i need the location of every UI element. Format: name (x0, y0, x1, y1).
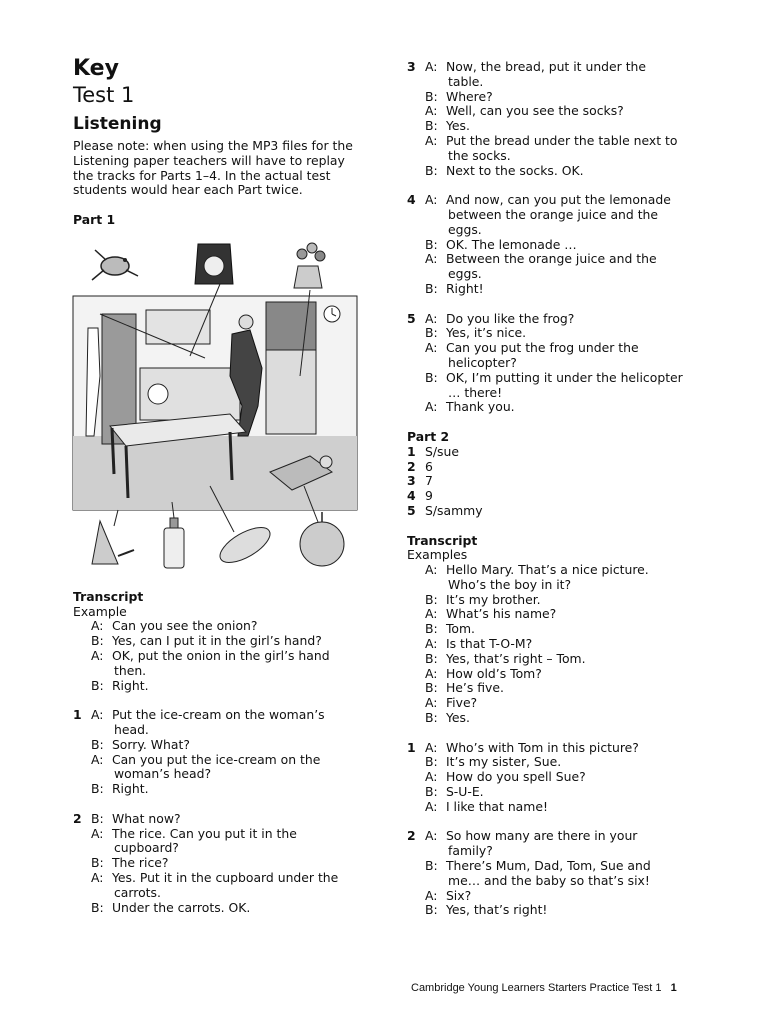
part1-example-label: Example (73, 603, 127, 619)
answer-number: 4 (407, 488, 416, 504)
bread-icon (215, 520, 275, 569)
line-continuation: head. (114, 721, 149, 737)
dialogue-item (407, 60, 707, 178)
line-text: Hello Mary. That’s a nice picture. (442, 562, 649, 578)
spacer (73, 797, 373, 812)
item-number: 2 (407, 828, 416, 844)
dialogue-line (407, 164, 707, 179)
line-text: Can you put the frog under the (442, 340, 639, 356)
dialogue-line (407, 252, 707, 267)
item-number: 4 (407, 192, 416, 208)
speaker-label: B: (425, 162, 438, 178)
line-text: How do you spell Sue? (442, 769, 586, 785)
speaker-label: B: (91, 855, 104, 871)
speaker-label: B: (425, 591, 438, 607)
dialogue-line (73, 812, 373, 827)
speaker-label: A: (91, 869, 104, 885)
line-text: Five? (442, 695, 478, 711)
speaker-label: B: (425, 236, 438, 252)
dialogue-line (407, 593, 707, 608)
speaker-label: B: (425, 784, 438, 800)
part1-transcript-title: Transcript (73, 588, 144, 604)
speaker-label: A: (425, 399, 438, 415)
speaker-label: A: (425, 251, 438, 267)
line-text: How old’s Tom? (442, 665, 542, 681)
dialogue-line (407, 282, 707, 297)
kitchen-scene (73, 284, 357, 510)
dialogue-line (73, 871, 373, 886)
dialogue-line (73, 634, 373, 649)
dialogue-line (73, 679, 373, 694)
line-text: Is that T-O-M? (442, 636, 533, 652)
line-text: S-U-E. (442, 784, 484, 800)
dialogue-line (73, 708, 373, 723)
speaker-label: B: (91, 899, 104, 915)
answer-row (407, 474, 707, 489)
line-text: Yes, can I put it in the girl’s hand? (108, 633, 322, 649)
speaker-label: A: (425, 798, 438, 814)
speaker-label: B: (91, 677, 104, 693)
dialogue-line (407, 400, 707, 415)
page-footer (411, 982, 677, 994)
speaker-label: A: (91, 751, 104, 767)
dialogue-line (407, 90, 707, 105)
speaker-label: B: (425, 902, 438, 918)
part2-transcript-title: Transcript (407, 532, 478, 548)
kitchen-illustration (70, 236, 360, 576)
speaker-label: A: (91, 825, 104, 841)
speaker-label: A: (425, 828, 438, 844)
speaker-label: A: (425, 59, 438, 74)
line-text: OK, I’m putting it under the helicopter (442, 369, 683, 385)
part2-items (407, 726, 707, 918)
dialogue-line (73, 753, 373, 768)
spacer (407, 297, 707, 312)
line-continuation: carrots. (114, 884, 161, 900)
speaker-label: B: (425, 710, 438, 726)
line-text: He’s five. (442, 680, 504, 696)
line-text: Do you like the frog? (442, 310, 575, 326)
line-text: Yes. (442, 710, 470, 726)
dialogue-line (73, 738, 373, 753)
line-text: OK, put the onion in the girl’s hand (108, 647, 330, 663)
line-text: Can you see the onion? (108, 618, 258, 634)
line-continuation: … there! (448, 384, 503, 400)
line-text: And now, can you put the lemonade (442, 192, 671, 208)
speaker-label: B: (425, 650, 438, 666)
part2-title: Part 2 (407, 428, 450, 444)
dialogue-line (407, 622, 707, 637)
line-text: Yes, it’s nice. (442, 325, 527, 341)
item-number: 2 (73, 810, 82, 826)
dialogue-item (407, 193, 707, 297)
frog-icon (92, 250, 138, 280)
dialogue-line (407, 563, 707, 578)
speaker-label: A: (91, 707, 104, 723)
answer-text: 6 (425, 458, 433, 474)
speaker-label: A: (425, 310, 438, 326)
dialogue-line (407, 238, 707, 253)
line-continuation: cupboard? (114, 840, 179, 856)
speaker-label: A: (91, 647, 104, 663)
line-continuation: woman’s head? (114, 766, 212, 782)
dialogue-line (407, 903, 707, 918)
speaker-label: A: (425, 132, 438, 148)
answer-text: 9 (425, 488, 433, 504)
spacer (407, 178, 707, 193)
test-heading: Test 1 (73, 83, 135, 107)
speaker-label: A: (425, 340, 438, 356)
dialogue-line (407, 104, 707, 119)
line-continuation: then. (114, 662, 147, 678)
line-text: I like that name! (442, 798, 548, 814)
dialogue-item (73, 812, 373, 916)
line-continuation: table. (448, 73, 484, 89)
dialogue-line (407, 371, 707, 386)
line-text: Between the orange juice and the (442, 251, 657, 267)
line-continuation: eggs. (448, 266, 482, 282)
part2-answers (407, 445, 707, 519)
line-text: Yes, that’s right – Tom. (442, 650, 586, 666)
right-column (407, 60, 707, 918)
line-text: Thank you. (442, 399, 515, 415)
line-text: Yes, that’s right! (442, 902, 548, 918)
spacer (73, 693, 373, 708)
speaker-label: B: (425, 369, 438, 385)
dialogue-line (407, 711, 707, 726)
line-text: Sorry. What? (108, 736, 190, 752)
answer-number: 1 (407, 443, 416, 459)
dialogue-item (407, 829, 707, 918)
line-text: What’s his name? (442, 606, 557, 622)
listening-heading: Listening (73, 114, 162, 134)
speaker-label: A: (425, 103, 438, 119)
speaker-label: A: (425, 665, 438, 681)
line-continuation: eggs. (448, 221, 482, 237)
dialogue-line (407, 312, 707, 327)
dialogue-line (73, 901, 373, 916)
item-number: 1 (407, 739, 416, 755)
line-text: Next to the socks. OK. (442, 162, 584, 178)
line-text: Right. (108, 677, 149, 693)
dialogue-line (407, 637, 707, 652)
speaker-label: A: (91, 618, 104, 634)
dialogue-line (407, 829, 707, 844)
answer-text: S/sue (425, 443, 459, 459)
item-number: 5 (407, 310, 416, 326)
dialogue-line (73, 856, 373, 871)
page-number: 1 (670, 982, 677, 994)
dialogue-line (407, 770, 707, 785)
line-continuation: between the orange juice and the (448, 206, 659, 222)
speaker-label: A: (425, 636, 438, 652)
line-text: Under the carrots. OK. (108, 899, 251, 915)
dialogue-line (73, 827, 373, 842)
answer-number: 5 (407, 502, 416, 518)
flowers-vase-icon (294, 243, 325, 288)
speaker-label: B: (425, 621, 438, 637)
answer-row (407, 489, 707, 504)
speaker-label: B: (91, 781, 104, 797)
part2-examples-label: Examples (407, 547, 468, 563)
line-continuation: me… and the baby so that’s six! (448, 872, 650, 888)
line-text: Now, the bread, put it under the (442, 59, 647, 74)
ice-cream-icon (92, 521, 134, 564)
line-continuation: the socks. (448, 147, 511, 163)
part1-example-dialogue (73, 619, 373, 693)
dialogue-item (407, 741, 707, 815)
line-text: OK. The lemonade … (442, 236, 577, 252)
line-text: It’s my brother. (442, 591, 541, 607)
onion-icon (300, 512, 344, 566)
line-text: Where? (442, 88, 493, 104)
speaker-label: B: (425, 680, 438, 696)
dialogue-line (407, 755, 707, 770)
speaker-label: A: (425, 562, 438, 578)
answer-text: S/sammy (425, 502, 483, 518)
dialogue-line (407, 785, 707, 800)
footer-text: Cambridge Young Learners Starters Practice Test 1 (411, 982, 662, 994)
answer-row (407, 504, 707, 519)
line-text: Six? (442, 887, 472, 903)
bottle-icon (164, 518, 184, 568)
speaker-label: B: (91, 810, 104, 826)
dialogue-line (407, 60, 707, 75)
line-text: Who’s with Tom in this picture? (442, 739, 639, 755)
key-heading: Key (73, 56, 119, 81)
speaker-label: A: (425, 192, 438, 208)
speaker-label: A: (425, 769, 438, 785)
dialogue-line (73, 649, 373, 664)
speaker-label: A: (425, 606, 438, 622)
dialogue-line (407, 134, 707, 149)
line-text: Yes. Put it in the cupboard under the (108, 869, 339, 885)
line-continuation: Who’s the boy in it? (448, 576, 572, 592)
dialogue-line (407, 652, 707, 667)
speaker-label: B: (425, 325, 438, 341)
dialogue-line (407, 889, 707, 904)
dialogue-line (407, 800, 707, 815)
speaker-label: B: (425, 280, 438, 296)
line-text: What now? (108, 810, 181, 826)
left-column (73, 56, 373, 915)
line-continuation: family? (448, 843, 493, 859)
part1-items-left (73, 693, 373, 915)
dialogue-line (407, 859, 707, 874)
answer-row (407, 460, 707, 475)
speaker-label: B: (91, 736, 104, 752)
line-text: So how many are there in your (442, 828, 638, 844)
dialogue-line (407, 696, 707, 711)
line-text: It’s my sister, Sue. (442, 754, 562, 770)
line-text: Right! (442, 280, 484, 296)
line-text: Well, can you see the socks? (442, 103, 624, 119)
dialogue-line (407, 681, 707, 696)
rice-bag-icon (195, 244, 233, 284)
answer-text: 7 (425, 473, 433, 489)
speaker-label: B: (425, 754, 438, 770)
dialogue-line (407, 326, 707, 341)
spacer (407, 815, 707, 830)
dialogue-line (407, 607, 707, 622)
speaker-label: B: (425, 88, 438, 104)
answer-number: 2 (407, 458, 416, 474)
part1-items-right (407, 60, 707, 430)
dialogue-line (407, 741, 707, 756)
spacer (407, 415, 707, 430)
line-continuation: helicopter? (448, 354, 517, 370)
answer-number: 3 (407, 473, 416, 489)
answer-row (407, 445, 707, 460)
spacer (407, 726, 707, 741)
dialogue-line (407, 341, 707, 356)
speaker-label: B: (91, 633, 104, 649)
part1-title: Part 1 (73, 211, 116, 227)
line-text: Put the ice-cream on the woman’s (108, 707, 325, 723)
dialogue-item (73, 708, 373, 797)
line-text: Can you put the ice-cream on the (108, 751, 321, 767)
line-text: There’s Mum, Dad, Tom, Sue and (442, 858, 651, 874)
speaker-label: A: (425, 887, 438, 903)
line-text: The rice. Can you put it in the (108, 825, 297, 841)
dialogue-line (73, 782, 373, 797)
dialogue-line (407, 193, 707, 208)
dialogue-line (73, 619, 373, 634)
intro-note: Please note: when using the MP3 files for the Listening paper teachers will have to replay the tracks for Parts 1–4. In the actual test students would hear each Part twice. (73, 138, 353, 198)
speaker-label: B: (425, 118, 438, 134)
speaker-label: A: (425, 739, 438, 755)
speaker-label: B: (425, 858, 438, 874)
part2-examples-dialogue (407, 563, 707, 726)
dialogue-item (407, 312, 707, 416)
line-text: Right. (108, 781, 149, 797)
line-text: Yes. (442, 118, 470, 134)
speaker-label: A: (425, 695, 438, 711)
line-text: The rice? (108, 855, 169, 871)
line-text: Put the bread under the table next to (442, 132, 678, 148)
item-number: 1 (73, 707, 82, 723)
dialogue-line (407, 667, 707, 682)
item-number: 3 (407, 59, 416, 74)
dialogue-line (407, 119, 707, 134)
line-text: Tom. (442, 621, 475, 637)
